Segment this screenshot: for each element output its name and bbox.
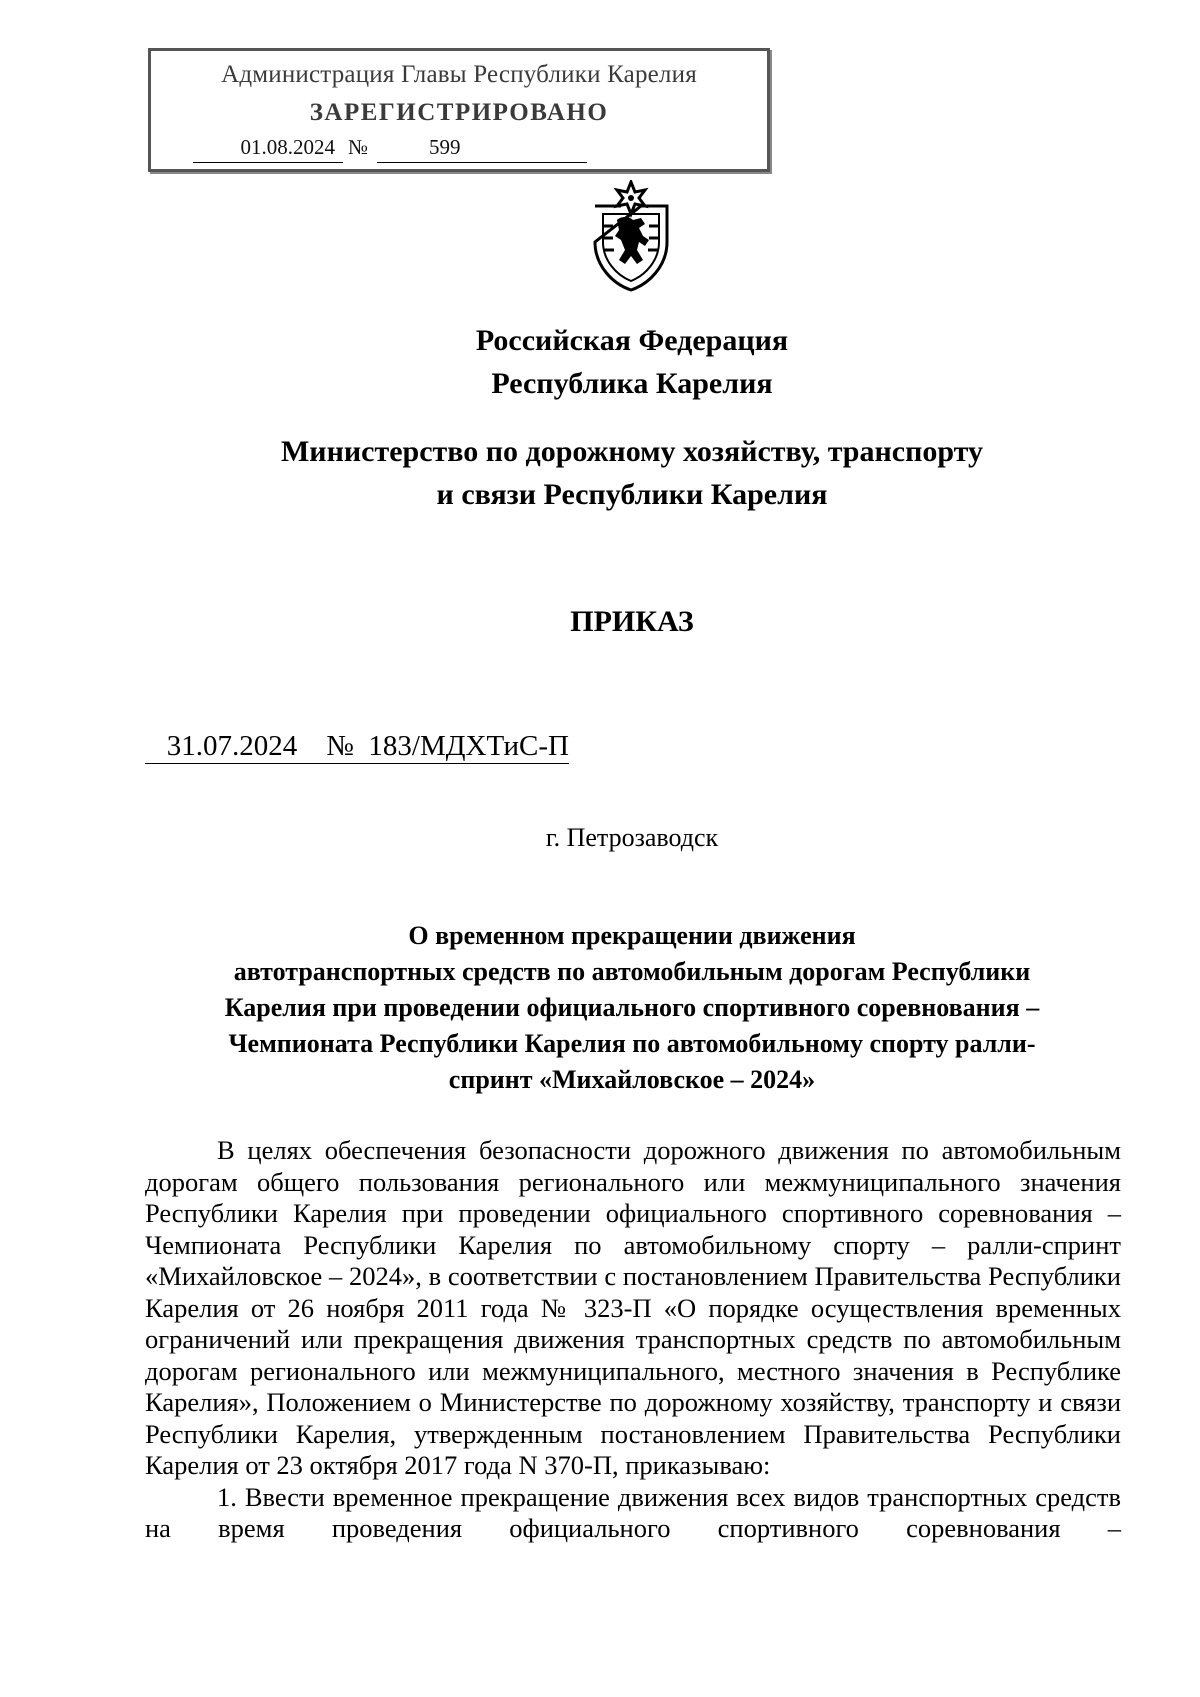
stamp-organization: Администрация Главы Республики Карелия: [221, 61, 697, 88]
body-paragraph-2: 1. Ввести временное прекращение движения всех видов транспортных средств на время проведения официального спортивного соревнования –: [145, 1481, 1121, 1543]
city: г. Петрозаводск: [545, 823, 719, 852]
subject-line-3: Карелия при проведении официального спортивного соревнования –: [224, 993, 1040, 1022]
order-date: 31.07.2024: [166, 730, 298, 762]
ministry-line-2: и связи Республики Карелия: [436, 478, 828, 511]
body-paragraph-1: В целях обеспечения безопасности дорожного движения по автомобильным дорогам общего пользования регионального или межмуниципального значения Республики Карелия при проведении официального спортивного соревнования – Чемпионата Республики Карелия по автомобильному спорту – ралли-спринт «Михайловское – 2024», в соответствии с постановлением Правительства Республики Карелия от 26 ноября 2011 года № 323-П «О порядке осуществления временных ограничений или прекращения движения транспортных средств по автомобильным дорогам регионального или межмуниципального, местного значения в Республике Карелия», Положением о Министерстве по дорожному хозяйству, транспорту и связи Республики Карелия, утвержденным постановлением Правительства Республики Карелия от 23 октября 2017 года N 370-П, приказываю:: [145, 1135, 1121, 1480]
ministry-line-1: Министерство по дорожному хозяйству, транспорту: [280, 435, 984, 468]
header-country: Российская Федерация: [475, 324, 789, 357]
order-subject: [170, 918, 1094, 1098]
order-underline: [145, 730, 569, 764]
stamp-number: 599: [377, 135, 587, 163]
doc-type-label: ПРИКАЗ: [570, 605, 694, 638]
stamp-registration-line: [193, 135, 753, 165]
stamp-date: 01.08.2024: [193, 135, 343, 163]
ministry-block: [0, 430, 1200, 516]
header-block: [0, 319, 1200, 405]
order-number-sign: №: [326, 730, 354, 762]
stamp-number-sign: №: [347, 135, 369, 159]
subject-line-2: автотранспортных средств по автомобильным дорогам Республики: [233, 957, 1031, 986]
subject-line-4: Чемпионата Республики Карелия по автомобильному спорту ралли-: [228, 1029, 1036, 1058]
registration-stamp: [148, 48, 770, 172]
doc-type: [0, 600, 1200, 643]
karelia-coat-of-arms-icon: [583, 180, 679, 292]
subject-line-5: спринт «Михайловское – 2024»: [448, 1065, 816, 1094]
order-number: 183/МДХТиС-П: [368, 730, 569, 762]
order-date-number: [145, 728, 569, 764]
order-body: [145, 1135, 1121, 1545]
stamp-status: ЗАРЕГИСТРИРОВАНО: [309, 99, 609, 126]
subject-line-1: О временном прекращении движения: [408, 921, 856, 950]
header-region: Республика Карелия: [491, 367, 773, 400]
